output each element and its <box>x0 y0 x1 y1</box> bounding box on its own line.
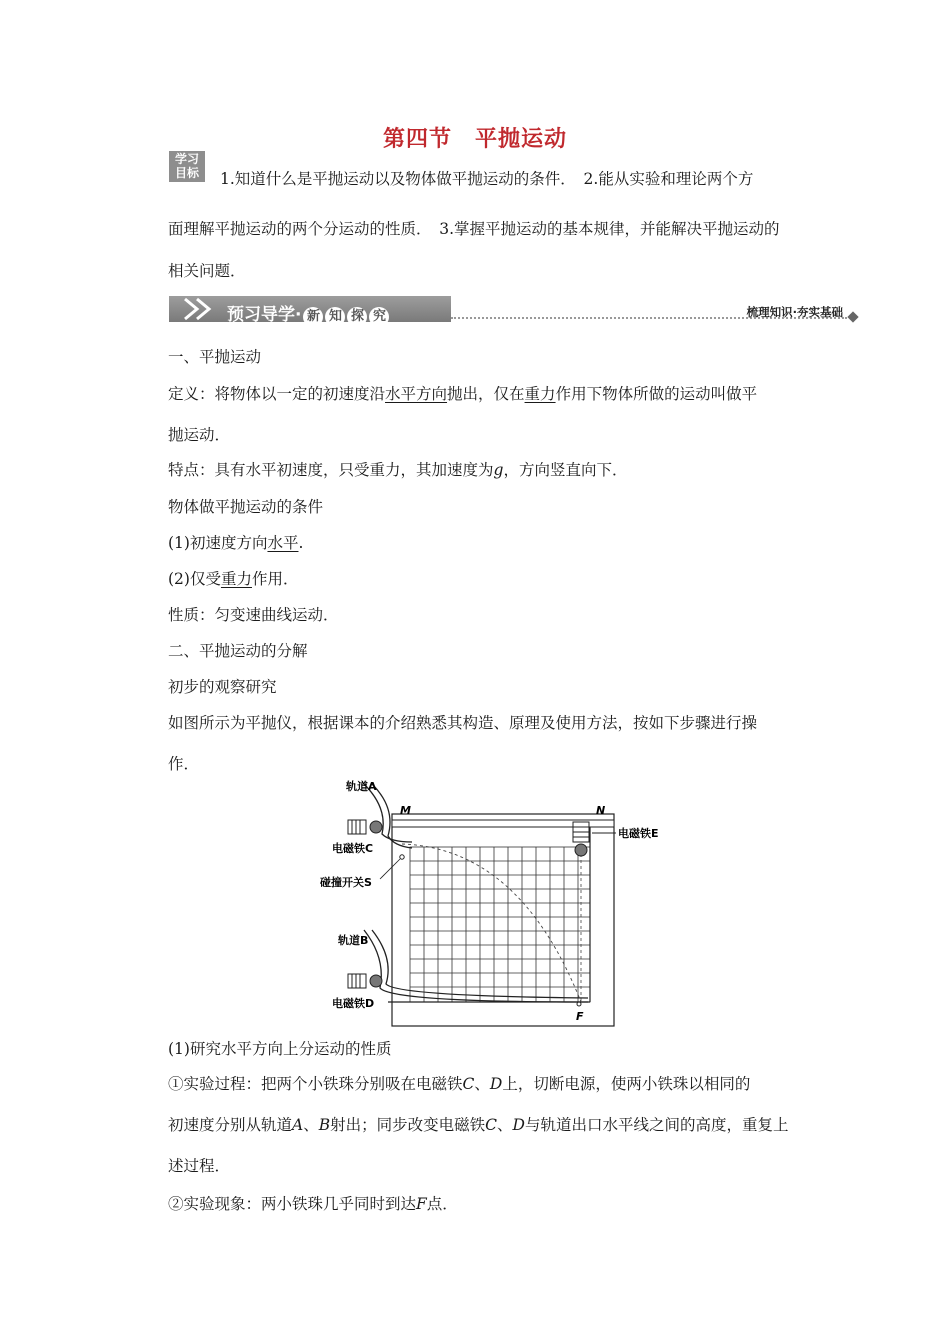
intro-line2: 作． <box>168 755 200 773</box>
label-n: N <box>596 804 606 817</box>
electromagnet-c-icon <box>348 820 382 834</box>
definition-line2: 抛运动． <box>168 426 231 444</box>
experiment-line3: 述过程． <box>168 1157 231 1175</box>
label-em-c: 电磁铁C <box>332 842 374 855</box>
intro-line1: 如图所示为平抛仪，根据课本的介绍熟悉其构造、原理及使用方法，按如下步骤进行操 <box>168 714 758 732</box>
section-banner <box>169 295 857 327</box>
objectives-line2: 面理解平抛运动的两个分运动的性质． 3.掌握平抛运动的基本规律，并能解决平抛运动的 <box>168 220 780 238</box>
page-title: 第四节 平抛运动 <box>382 127 567 152</box>
projectile-apparatus-diagram <box>320 778 680 1030</box>
label-m: M <box>400 804 411 817</box>
chevron-icon <box>177 296 227 322</box>
banner-circle-4: 究 <box>369 307 389 327</box>
condition-1: (1)初速度方向水平. <box>168 534 304 552</box>
banner-circle-2: 知 <box>325 307 345 327</box>
label-track-b: 轨道B <box>338 934 369 947</box>
banner-circle-1: 新 <box>303 307 323 327</box>
label-track-a: 轨道A <box>346 780 377 793</box>
experiment-line1: ①实验过程：把两个小铁珠分别吸在电磁铁C、D上，切断电源，使两小铁珠以相同的 <box>168 1075 751 1093</box>
label-f: F <box>576 1010 584 1023</box>
badge-bottom: 目标 <box>174 166 199 180</box>
definition-line1: 定义：将物体以一定的初速度沿水平方向抛出，仅在重力作用下物体所做的运动叫做平 <box>168 385 758 403</box>
condition-2: (2)仅受重力作用． <box>168 570 299 588</box>
banner-circle-3: 探 <box>347 307 367 327</box>
banner-title <box>227 300 389 327</box>
banner-bar <box>169 296 451 325</box>
underline-horizontal-direction: 水平方向 <box>385 385 448 403</box>
banner-subtitle: 梳理知识·夯实基础 <box>746 305 843 319</box>
phenomenon-line: ②实验现象：两小铁珠几乎同时到达F点． <box>168 1195 458 1213</box>
label-em-e: 电磁铁E <box>618 827 659 840</box>
section2-heading: 二、平抛运动的分解 <box>168 642 308 660</box>
underline-gravity: 重力 <box>524 385 556 403</box>
learning-objectives-badge <box>169 151 205 182</box>
label-switch: 碰撞开关S <box>320 876 372 889</box>
electromagnet-d-icon <box>348 974 382 988</box>
research-1-heading: (1)研究水平方向上分运动的性质 <box>168 1040 392 1058</box>
objectives-line1: 1.知道什么是平抛运动以及物体做平抛运动的条件． 2.能从实验和理论两个方 <box>220 170 754 188</box>
nature-line: 性质：匀变速曲线运动． <box>168 606 339 624</box>
feature-line: 特点：具有水平初速度，只受重力，其加速度为g，方向竖直向下． <box>168 461 628 479</box>
label-em-d: 电磁铁D <box>332 997 375 1010</box>
section2-subheading: 初步的观察研究 <box>168 678 277 696</box>
section1-heading: 一、平抛运动 <box>168 348 262 366</box>
banner-main: 预习导学· <box>227 305 302 325</box>
badge-top: 学习 <box>174 152 199 166</box>
condition-heading: 物体做平抛运动的条件 <box>168 498 324 516</box>
objectives-line3: 相关问题． <box>168 262 246 280</box>
experiment-line2: 初速度分别从轨道A、B射出；同步改变电磁铁C、D与轨道出口水平线之间的高度，重复上 <box>168 1116 789 1134</box>
diamond-icon <box>847 311 858 322</box>
